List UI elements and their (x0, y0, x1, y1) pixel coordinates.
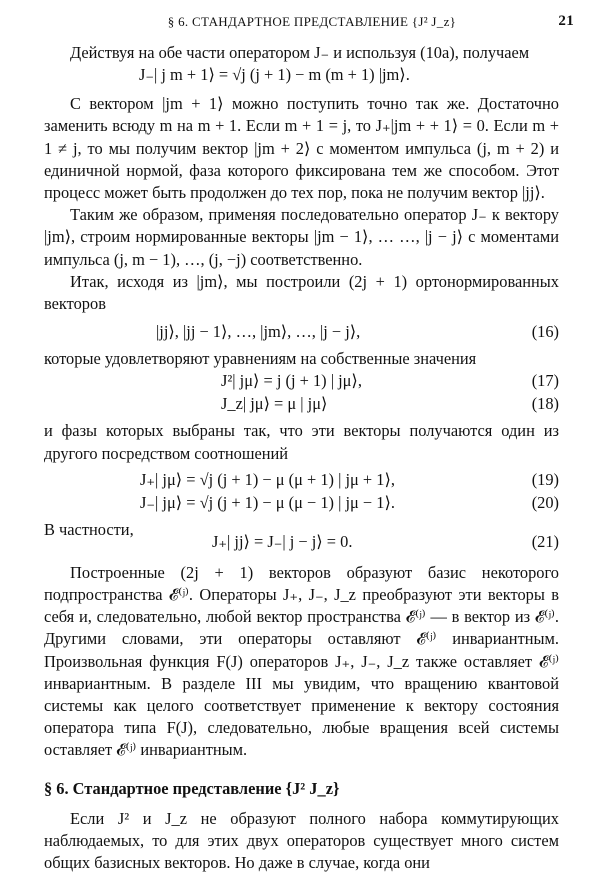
running-title: § 6. СТАНДАРТНОЕ ПРЕДСТАВЛЕНИЕ {J² J_z} (167, 14, 457, 29)
equation-19-row (44, 469, 559, 492)
equation-18: J_z| jμ⟩ = μ | jμ⟩ (221, 394, 328, 414)
paragraph-8: Построенные (2j + 1) векторов образуют базис некоторого подпространства 𝓔⁽ʲ⁾. Операторы J₊, J₋, J_z преобразуют эти векторы в себя и, следовательно, любой вектор пространства 𝓔⁽ʲ⁾ — в вектор из 𝓔⁽ʲ⁾. Другими словами, эти операторы оставляют 𝓔⁽ʲ⁾ инвариантным. Произвольная функция F(J) операторов J₊, J₋, J_z также оставляет 𝓔⁽ʲ⁾ инвариантным. В разделе III мы увидим, что вращению квантовой системы как целого соответствует применение к вектору состояния оператора типа F(J), следовательно, любые вращения всей системы оставляет 𝓔⁽ʲ⁾ инвариантным. (44, 562, 559, 760)
paragraph-7-lead: В частности, (44, 519, 134, 539)
equation-16-row (44, 321, 559, 344)
paragraph-4: Итак, исходя из |jm⟩, мы построили (2j + 1) ортонормированных векторов (44, 271, 559, 314)
equation-16-number: (16) (531, 322, 559, 342)
equation-17: J²| jμ⟩ = j (j + 1) | jμ⟩, (221, 371, 362, 391)
equation-18-row (44, 393, 559, 416)
equation-18-number: (18) (531, 394, 559, 414)
equation-16: |jj⟩, |jj − 1⟩, …, |jm⟩, …, |j − j⟩, (156, 322, 361, 342)
paragraph-2: С вектором |jm + 1⟩ можно поступить точно так же. Достаточно заменить всюду m на m + 1. Если m + 1 = j, то J₊|jm + + 1⟩ = 0. Если m + 1 ≠ j, то мы получим вектор |jm + 2⟩ с моментом импульса (j, m + 2) и единичной нормой, фаза которого фиксирована тем же способом. Этот процесс может быть продолжен до тех пор, пока не получим вектор |jj⟩. (44, 94, 559, 203)
equation-19-number: (19) (531, 469, 559, 489)
equation-unnumbered (44, 64, 559, 87)
equation-21: J₊| jj⟩ = J₋| j − j⟩ = 0. (212, 531, 353, 551)
paragraph-5: которые удовлетворяют уравнениям на собственные значения (44, 349, 477, 369)
equation-20-row (44, 492, 559, 515)
equation-20: J₋| jμ⟩ = √j (j + 1) − μ (μ − 1) | jμ − 1⟩. (140, 492, 395, 512)
section-heading: § 6. Стандартное представление {J² J_z} (44, 778, 340, 798)
equation-20-number: (20) (531, 492, 559, 512)
page-number: 21 (558, 13, 574, 29)
paragraph-1: Действуя на обе части оператором J₋ и используя (10а), получаем (70, 43, 530, 62)
running-header (30, 11, 574, 33)
section-paragraph-1: Если J² и J_z не образуют полного набора коммутирующих наблюдаемых, то для этих двух операторов существует много систем общих базисных векторов. Но даже в случае, когда они (44, 808, 559, 873)
equation-a: J₋| j m + 1⟩ = √j (j + 1) − m (m + 1) |jm⟩. (139, 65, 410, 85)
paragraph-3: Таким же образом, применяя последовательно оператор J₋ к вектору |jm⟩, строим нормированные векторы |jm − 1⟩, … …, |j − j⟩ с моментами импульса (j, m − 1), …, (j, −j) соответственно. (44, 205, 559, 269)
equation-17-number: (17) (531, 371, 559, 391)
equation-17-row (44, 370, 559, 393)
equation-21-row (44, 519, 559, 551)
page-content (44, 42, 559, 874)
equation-19: J₊| jμ⟩ = √j (j + 1) − μ (μ + 1) | jμ + 1⟩, (140, 469, 395, 489)
paragraph-6: и фазы которых выбраны так, что эти векторы получаются один из другого посредством соотношений (44, 421, 559, 463)
equation-21-number: (21) (531, 531, 559, 551)
